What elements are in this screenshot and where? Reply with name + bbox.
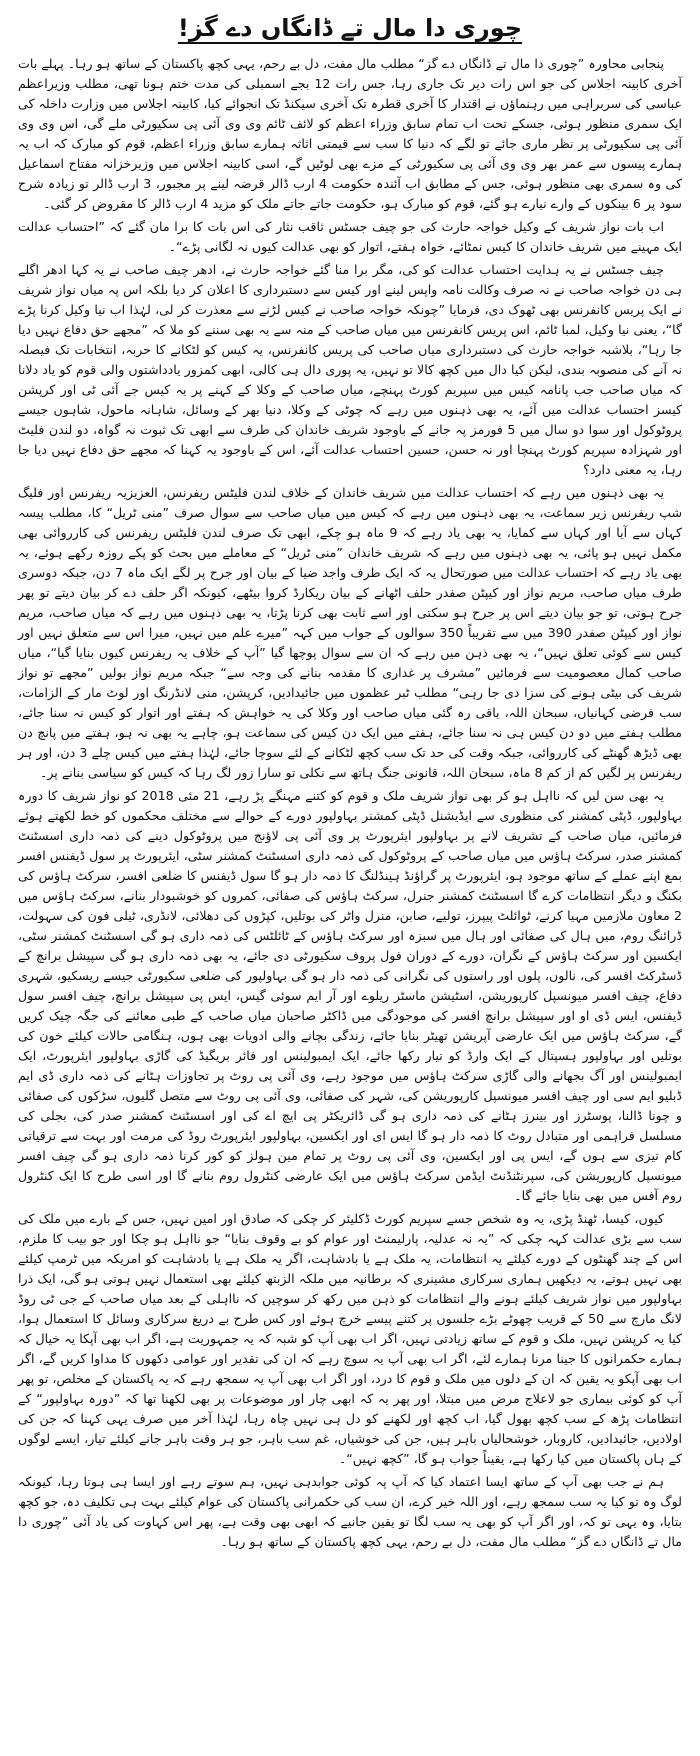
paragraph: کیوں، کیسا، ٹھنڈ پڑی، یہ وہ شخص جسے سپریم کورٹ ڈکلیئر کر چکی کہ صادق اور امین نہیں، جس کے بارے میں ملک کی سب سے بڑی عدالت کہہ چکی کہ ”یہ نہ عدلیہ، پارلیمنٹ اور عوام کو بے وقوف بنایا“ جو نااہل ہو چکا اور جو بیب کا ملزم، اس کے چند گھنٹوں کے دورے کیلئے یہ انتظامات، یہ ملک ہے یا بادشاہت، اگر یہ ملک ہے یا بادشاہت کو امریکہ میں ٹرمپ کیلئے بھی نہیں ہوتے، یہ دیکھیں ہماری سرکاری مشینری کہ برطانیہ میں ملکہ الزبتھ کیلئے بھی استعمال نہیں ہوتی ہو گی، ایک ذرا بہاولپور میں نواز شریف کیلئے ہونے والے انتظامات کو ذہن میں رکھ کر سوچیں کہ نااہلی کے بعد میاں صاحب کے جی ٹی روڈ لانگ مارچ سے 50 کے قریب چھوٹے بڑے جلسوں پر کتنے پیسے خرچ ہوئے اور کس طرح بے دریغ سرکاری وسائل کا استعمال ہوا، کیا یہ کرپشن نہیں، ملک و قوم کے ساتھ زیادتی نہیں، اگر اب بھی آپ کو شبہ کہ یہ جمہوریت ہے، اگر اب بھی آپکا یہ خیال کہ ہمارے حکمرانوں کا جینا مرنا ہمارے لئے، اگر اب بھی آپ یہ سوچ رہے کہ ان کی تقدیر اور عوامی دکھوں کا مداوا کریں گے، اگر اب بھی آپکو یہ یقین کہ ان کے دلوں میں ملک و قوم کا درد، اور اگر اب بھی آپ یہ سمجھ رہے کہ یہ پاکستان کے مخلص، تو پھر آپ کو کوئی بیماری جو لاعلاج مرض میں مبتلا، اور پھر یہ کہ ابھی چار اور موضوعات پر بھی لکھنا تھا کہ ”دورہ بہاولپور“ کے انتظامات پڑھ کے سب کچھ بھول گیا، اب کچھ اور لکھنے کو دل ہی نہیں چاہ رہا، لہٰذا آخر میں صرف یہی کہنا کہ جن کی اولادیں، جائیدادیں، کاروبار، خوشحالیاں باہر ہیں، جن کی خوشیاں، غم سب باہر، جو ہر وقت باہر جانے کیلئے تیار، ایسے لوگوں کے ہاں پاکستان میں کیا رکھا ہے، یقیناً جواب ہو گا، ”کچھ نہیں“۔ (18, 1211, 682, 1466)
article-title: چوری دا مال تے ڈانگاں دے گز! (177, 14, 523, 42)
paragraph: پنجابی محاورہ ”چوری دا مال تے ڈانگاں دے گز“ مطلب مال مفت، دل بے رحم، یہی کچھ پاکستان کے ساتھ ہو رہا۔ پہلے بات آخری کابینہ اجلاس کی جو اس رات دیر تک جاری رہا، جس رات 12 بجے اسمبلی کی مدت ختم ہونا تھی، مطلب وزیراعظم عباسی کی سربراہی میں رہنماؤں نے اقتدار کا آخری قطرہ تک آخری سیکنڈ تک انجوائے کیا، کابینہ اجلاس میں وزارت داخلہ کی ایک سمری منظور ہوئی، جسکے تحت اب تمام سابق وزراء اعظم کو لائف ٹائم وی وی آئی پی سکیورٹی ملے گی، اس وی وی آئی پی سکیورٹی پر نظر ماری جائے تو لگے کہ دنیا کا سب سے قیمتی اثاثہ ہمارے سابق وزراء اعظم، قوم کو مبارک کہ اب یہ ہمارے پیسوں سے عمر بھر وی وی آئی پی سکیورٹی کے مزے بھی لوٹیں گے، اسی کابینہ اجلاس میں وزیرخزانہ مفتاح اسماعیل کی وہ سمری بھی منظور ہوئی، جس کے مطابق اب آئندہ حکومت 4 ارب ڈالر قرضہ لینے پر مجبور، 3 ارب ڈالر تو زیادہ شرح سود پر 6 بینکوں کے وارے نیارے ہو گئے، قوم کو مبارک ہو، حکومت جاتے جاتے ملک کو مزید 4 ارب ڈالر کا مقروض کر گئی۔ (18, 56, 682, 211)
paragraph: ہم نے جب بھی آپ کے ساتھ ایسا اعتماد کیا کہ آپ پہ کوئی جوابدہی نہیں، ہم سوتے رہے اور ایسا ہی ہوتا رہا، کیونکہ لوگ وہ تو کیا یہ سب سمجھ رہے، اور اللہ خیر کرے، ان سب کی حکمرانی پاکستان کی عوام کیلئے بہت ہی تکلیف دہ، جو کچھ بتایا، وہ یہی تو کہ، اور اگر آپ کو بھی یہ سب لگا تو یقین جانیے کہ ابھی بھی وقت ہے، پھر اس کہاوت کی یاد آئی ”چوری دا مال تے ڈانگاں دے گز“ مطلب مال مفت، دل بے رحم، یہی کچھ پاکستان کے ساتھ ہو رہا۔ (18, 1474, 682, 1549)
paragraph: اب بات نواز شریف کے وکیل خواجہ حارث کی جو چیف جسٹس ثاقب نثار کی اس بات کا برا مان گئے کہ ”احتساب عدالت ایک مہینے میں شریف خاندان کا کیس نمٹائے، خواہ ہفتے، اتوار کو بھی عدالت کیوں نہ لگانی پڑے“۔ (18, 219, 682, 254)
paragraph: یہ بھی سن لیں کہ نااہل ہو کر بھی نواز شریف ملک و قوم کو کتنے مہنگے پڑ رہے، 21 مئی 2018 کو نواز شریف کا دورہ بہاولپور، ڈپٹی کمشنر کی منظوری سے ایڈیشنل ڈپٹی کمشنر بہاولپور دورے کے حوالے سے مختلف محکموں کو خط لکھتے ہوئے فرمائیں، میاں صاحب کے تشریف لانے پر بہاولپور ایئرپورٹ پر وی آئی پی لاؤنج میں پروٹوکول دینے کی ذمہ داری اسسٹنٹ کمشنر صدر، سرکٹ ہاؤس میں میاں صاحب کے پروٹوکول کی ذمہ داری اسسٹنٹ کمشنر سٹی، ایئرپورٹ پر سول ڈیفنس افسر بمع اپنے عملے کے ساتھ موجود ہو، ایئرپورٹ پر گراؤنڈ ہینڈلنگ کا ذمہ دار ہو گا سول ڈیفنس کا ضلعی افسر، سرکٹ ہاؤس کی بکنگ و دیگر انتظامات کرے گا اسسٹنٹ کمشنر جنرل، سرکٹ ہاؤس کی صفائی، کمروں کو خوشبودار بنانے، سرکٹ ہاؤس میں 2 معاون ملازمین مہیا کرنے، ٹوائلٹ پیپرز، تولیے، صابن، منرل واٹر کی بوتلیں، کپڑوں کی دھلائی، لانڈری، ٹیلی فون کی سہولت، ڈرائنگ روم، میں ہال کی صفائی اور ہال میں سبزہ اور سرکٹ ہاؤس کے ٹائلٹس کی ذمہ داری ہو گی اسسٹنٹ کمشنر سٹی، ایکسین اور سرکٹ ہاؤس کے نگران، دورے کے دوران فول پروف سکیورٹی دی جائے، یہ بھی ذمہ داری ہو گی سپیشل برانچ کے ڈسٹرکٹ افسر کی، نالوں، پلوں اور راستوں کی نگرانی کی ذمہ دار ہو گی بہاولپور کی ضلعی سکیورٹی جیسے ریسکیو، شہری دفاع، چیف افسر میونسپل کارپوریشن، اسٹیشن ماسٹر ریلوے اور آر ایم سوئی گیس، ایس پی سپیشل برانچ، چیف افسر سول ڈیفنس، ایس ڈی او اور سپیشل برانچ افسر کی موجودگی میں ڈاکٹر صاحبان میاں صاحب کے طبی معائنے کی جگہ چیک کریں گے، سرکٹ ہاؤس میں ایک عارضی آپریشن تھیٹر بنایا جائے، زندگی بچانے والی ادویات بھی ہوں، ہنگامی حالات کیلئے خون کی بوتلیں اور بہاولپور ہسپتال کے ایک وارڈ کو تیار رکھا جائے، ایک ایمبولینس اور فائر بریگیڈ کی گاڑی بہاولپور ایئرپورٹ، ایک ایمبولینس اور آگ بجھانے والی گاڑی سرکٹ ہاؤس میں موجود رہے، وی آئی پی روٹ پر تجاوزات ہٹانے کی ذمہ داری ڈی ایم ڈبلیو ایم سی اور چیف افسر میونسپل کارپوریشن کی، شہر کی صفائی، وی آئی پی روٹ سے متصل گلیوں، سڑکوں کی صفائی و چونا ڈالنا، پوسٹرز اور بینرز ہٹانے کی ذمہ داری ہو گی ڈائریکٹر پی ایچ اے کی اور اسسٹنٹ کمشنر صدر کی، بجلی کی مسلسل فراہمی اور متبادل روٹ کا ذمہ دار ہو گا ایس ای اور ایکسین، بہاولپور ایئرپورٹ روڈ کی مرمت اور بہت سے ترقیاتی کام تیزی سے ہوں گے، ایس پی اور ایکسین، وی آئی پی روٹ پر تمام مین ہولز کو کور کرنا ذمہ داری ہو گی چیف افسر میونسپل کارپوریشن کی، سپرنٹنڈنٹ ایڈمن سرکٹ ہاؤس میں ایک عارضی کنٹرول روم بنانے گا اور اسی طرح کا ایک کنٹرول روم آفس میں بھی بنایا جائے گا۔ (18, 788, 682, 1203)
paragraph: یہ بھی ذہنوں میں رہے کہ احتساب عدالت میں شریف خاندان کے خلاف لندن فلیٹس ریفرنس، العزیزیہ ریفرنس اور فلیگ شپ ریفرنس زیر سماعت، یہ بھی ذہنوں میں رہے کہ کیس میں میاں صاحب سے سوال صرف ”منی ٹریل“ کا، مطلب پیسہ کہاں سے آیا اور کہاں سے کمایا، یہ بھی یاد رہے کہ 9 ماہ ہو چکے، ابھی تک صرف لندن فلیٹس ریفرنس کی کارروائی بھی مکمل نہیں ہو پائی، یہ بھی ذہنوں میں رہے کہ شریف خاندان ”منی ٹریل“ کے معاملے میں بحث کو پکے روزہ رکھے ہوئے، یہ بھی یاد رہے کہ احتساب عدالت میں صورتحال یہ کہ ایک طرف واجد ضیا کے بیان اور جرح پر لگے ایک ماہ 7 دن، جبکہ دوسری طرف میاں صاحب، مریم نواز اور کیپٹن صفدر حلف اٹھانے کے بیان ریکارڈ کروا بیٹھے، کیونکہ اگر حلف دے کر بیان دیتے تو پھر جرح ہوتی، تو جو بیان دیتے اس پر جرح ہو سکتی اور اسے ثابت بھی کرنا پڑتا، یہ بھی ذہنوں میں رہے کہ میاں صاحب، مریم نواز اور کیپٹن صفدر 390 میں سے تقریباً 350 سوالوں کے جواب میں کہہ ”میرے علم میں نہیں، میرا اس سے متعلق نہیں اور کیس سے کوئی تعلق نہیں“، یہ بھی ذہن میں رہے کہ ان سے سوال پوچھا گیا ”آپ کے خلاف یہ ریفرنس کیوں بنایا گیا“، میاں صاحب کمال معصومیت سے فرمائیں ”مشرف پر غداری کا مقدمہ بنانے کی وجہ سے“ جبکہ مریم نواز بولیں ”مجھے تو نواز شریف کی بیٹی ہونے کی سزا دی جا رہی“ مطلب ٹبر عظموں میں جائیدادیں، کرپشن، منی لانڈرنگ اور لوٹ مار کے الزامات، سب فرضی کہانیاں، سبحان اللہ، باقی رہ گئی میاں صاحب اور وکلا کی یہ خواہش کہ ہفتے اور اتوار کو کیس نہ سنا جائے، مطلب ہفتے میں دو دن کیس ہی نہ سنا جائے، ہفتے میں ایک دن کیس کی سماعت ہو، چاہے یہ بھی نہ ہو، ہفتے میں پانچ دن بھی ڈیڑھ گھنٹے کی کارروائی، جبکہ وقت کی حد تک سب کچھ لٹکانے کے لئے سوچا جائے، لہٰذا ہفتے میں کیس چلے 3 دن، اور ہر ریفرنس پر لگیں کم از کم 8 ماہ، سبحان اللہ، قانونی جنگ ہاتھ سے نکلی تو سارا زور لگ رہا کہ کیس کو سیاسی بنانے پر۔ (18, 485, 683, 780)
paragraph: چیف جسٹس نے یہ ہدایت احتساب عدالت کو کی، مگر برا منا گئے خواجہ حارث نے، ادھر چیف صاحب نے یہ کہا ادھر اگلے ہی دن خواجہ صاحب نے نہ صرف وکالت نامہ واپس لینے اور کیس سے دستبرداری کا اعلان کر دیا بلکہ اس پہ میاں نواز شریف نے ایک پریس کانفرنس بھی ٹھوک دی، فرمایا ”چونکہ خواجہ صاحب نے کیس لڑنے سے معذرت کر لی، لہٰذا اب نیا وکیل کرنا پڑے گا“، یعنی نیا وکیل، لمبا ٹائم، اس پریس کانفرنس میں میاں صاحب کے منہ سے یہ بھی سننے کو ملا کہ ”مجھے حق دفاع نہیں دیا جا رہا“، بلاشبہ خواجہ حارث کی دستبرداری میاں صاحب کی پریس کانفرنس، یہ کیس کو لٹکانے کا حربہ، انتخابات تک فیصلہ نہ آنے کی منصوبہ بندی، لیکن کیا دال میں کچھ کالا تو نہیں، یہ پوری دال ہی کالی، ابھی کمزور یادداشتوں والی قوم کو یاد دلانا کہ میاں صاحب جب پانامہ کیس میں سپریم کورٹ پہنچے، میاں صاحب کے وکلا کے کہنے پر یہ کیس جے آئی ٹی اور کرپشن کیسز احتساب عدالت میں آئے، یہ بھی ذہنوں میں رہے کہ چوٹی کے وکلا، دنیا بھر کے وسائل، شاہانہ ماحول، شاہوں جیسے پروٹوکول اور سوا دو سال میں 5 فورمز پہ جانے کے باوجود شریف خاندان کی طرف سے ابھی تک ثبوت نہ گواہ، دو لندن فلیٹ اور شہزادہ سپریم کورٹ پہنچا اور نہ حسن، حسین احتساب عدالت آئے، اس کے باوجود یہ کہنا کہ مجھے حق دفاع نہیں دیا جا رہا، یہ معنی دارد؟ (18, 262, 682, 477)
article-body (18, 54, 682, 1552)
